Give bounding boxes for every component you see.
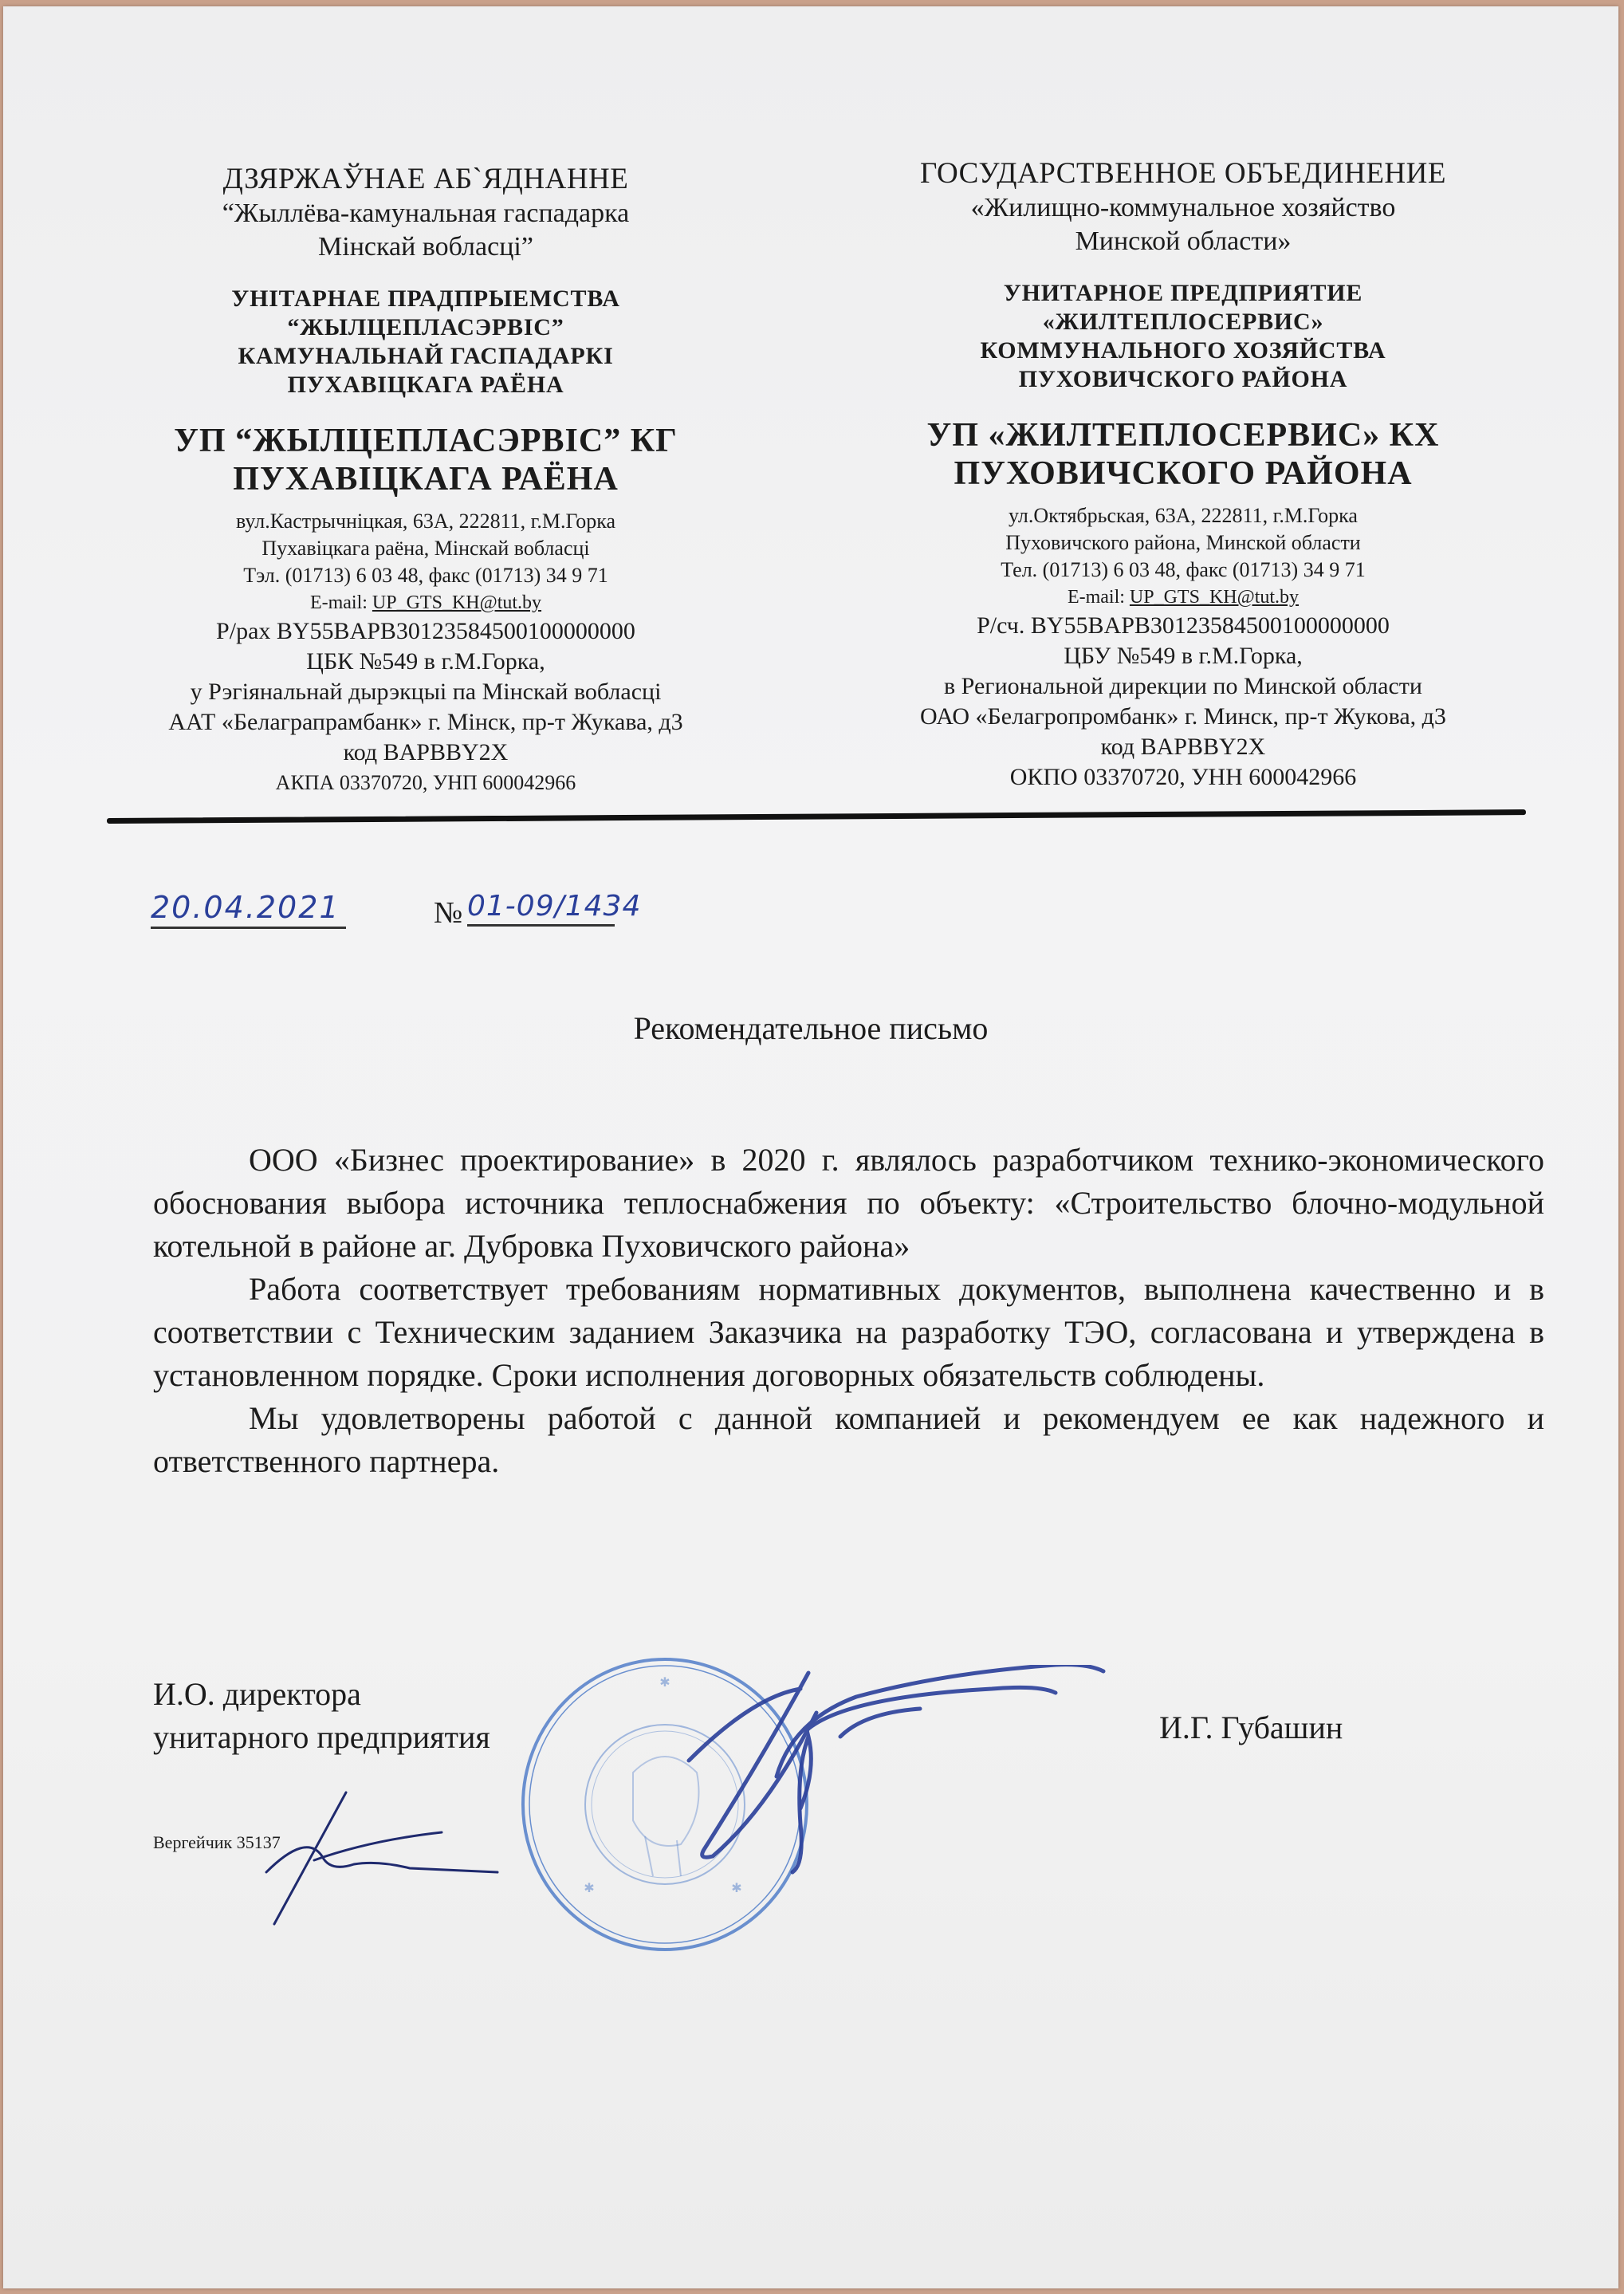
position-line: унитарного предприятия — [153, 1719, 490, 1755]
bank-details — [107, 616, 745, 798]
letterhead-belarusian — [107, 162, 745, 798]
email-link[interactable]: UP_GTS_KH@tut.by — [1129, 587, 1300, 608]
short-name-line: ПУХАВІЦКАГА РАЁНА — [233, 461, 619, 498]
svg-text:✱: ✱ — [584, 1880, 595, 1895]
address-block — [107, 508, 745, 616]
signature-scribble-icon — [657, 1665, 1167, 1880]
enterprise-name-line: КАМУНАЛЬНАЙ ГАСПАДАРКІ — [238, 343, 614, 369]
account-line: Р/рах BY55BAPB30123584500100000000 — [216, 618, 635, 644]
executor-note: Вергейчик 35137 — [153, 1832, 281, 1852]
short-name-line: УП “ЖЫЛЦЕПЛАСЭРВІС” КГ — [174, 423, 678, 459]
org-name-line: ГОСУДАРСТВЕННОЕ ОБЪЕДИНЕНИЕ — [920, 157, 1446, 190]
address-line: вул.Кастрычніцкая, 63А, 222811, г.М.Горка — [236, 510, 615, 533]
email-line — [107, 589, 745, 616]
phone-line: Тэл. (01713) 6 03 48, факс (01713) 34 9 71 — [243, 564, 608, 587]
email-label: E-mail: — [309, 592, 372, 613]
enterprise-name-line: ПУХАВІЦКАГА РАЁНА — [287, 372, 564, 398]
account-line: Р/сч. BY55BAPB30123584500100000000 — [977, 612, 1390, 639]
enterprise-name-line: УНИТАРНОЕ ПРЕДПРИЯТИЕ — [1003, 280, 1363, 306]
address-line: Пухавіцкага раёна, Мінскай вобласці — [261, 537, 590, 560]
short-name-line: ПУХОВИЧСКОГО РАЙОНА — [954, 455, 1413, 492]
letter-title: Рекомендательное письмо — [633, 1010, 989, 1046]
short-name-line: УП «ЖИЛТЕПЛОСЕРВИС» КХ — [926, 417, 1440, 454]
address-line: ул.Октябрьская, 63А, 222811, г.М.Горка — [1009, 504, 1358, 527]
svg-text:✱: ✱ — [659, 1674, 670, 1690]
email-line — [856, 584, 1510, 611]
signer-name: И.Г. Губашин — [1159, 1710, 1343, 1745]
svg-text:✱: ✱ — [731, 1880, 742, 1895]
org-name-line: Минской области» — [1075, 226, 1292, 256]
org-name-line: “Жыллёва-камунальная гаспадарка — [222, 199, 630, 228]
enterprise-name-line: ПУХОВИЧСКОГО РАЙОНА — [1018, 366, 1348, 392]
date-field: 20.04.2021 — [151, 890, 346, 929]
enterprise-name-line: “ЖЫЛЦЕПЛАСЭРВІС” — [287, 314, 564, 340]
outgoing-number: 01-09/1434 — [467, 890, 615, 927]
letterhead-divider — [107, 809, 1526, 824]
enterprise-name-line: УНІТАРНАЕ ПРАДПРЫЕМСТВА — [231, 285, 620, 312]
body-paragraph: ООО «Бизнес проектирование» в 2020 г. являлось разработчиком технико-экономического обоснования выбора источника теплоснабжения по объекту: «Строительство блочно-модульной котельной в районе аг. Дубровка Пуховичского района» — [153, 1142, 1544, 1264]
bank-code: код BAPBBY2X — [343, 739, 509, 765]
registry-codes: АКПА 03370720, УНП 600042966 — [275, 771, 576, 794]
bank-line: в Региональной дирекции по Минской области — [944, 673, 1422, 699]
email-label: E-mail: — [1067, 587, 1130, 608]
enterprise-name — [107, 285, 745, 399]
bank-line: ЦБК №549 в г.М.Горка, — [306, 648, 545, 675]
signer-position — [153, 1673, 490, 1759]
short-name — [856, 416, 1510, 493]
bank-line: ЦБУ №549 в г.М.Горка, — [1064, 643, 1303, 669]
org-name-line: Мінскай вобласці” — [318, 232, 533, 262]
letter-body — [153, 1139, 1544, 1483]
body-paragraph: Мы удовлетворены работой с данной компанией и рекомендуем ее как надежного и ответственного партнера. — [153, 1400, 1544, 1479]
position-line: И.О. директора — [153, 1676, 361, 1712]
executor-signature-icon — [258, 1784, 505, 1928]
short-name — [107, 422, 745, 498]
bank-details — [856, 611, 1510, 793]
registry-codes: ОКПО 03370720, УНН 600042966 — [1009, 764, 1357, 790]
enterprise-name-line: КОММУНАЛЬНОГО ХОЗЯЙСТВА — [980, 337, 1386, 364]
letter-page — [3, 6, 1618, 2288]
number-label: № — [434, 896, 463, 930]
bank-code: код BAPBBY2X — [1100, 734, 1266, 760]
address-line: Пуховичского района, Минской области — [1005, 531, 1361, 554]
enterprise-name-line: «ЖИЛТЕПЛОСЕРВИС» — [1042, 309, 1324, 335]
org-name-line: ДЗЯРЖАЎНАЕ АБ`ЯДНАННЕ — [222, 163, 629, 195]
bank-line: ОАО «Белагропромбанк» г. Минск, пр-т Жукова, д3 — [920, 703, 1446, 730]
address-block — [856, 502, 1510, 611]
org-name-line: «Жилищно-коммунальное хозяйство — [970, 193, 1396, 222]
bank-line: у Рэгіянальнай дырэкцыі па Мінскай вобласці — [190, 679, 662, 705]
bank-line: ААТ «Белаграпрамбанк» г. Мінск, пр-т Жукава, д3 — [168, 709, 683, 735]
enterprise-name — [856, 279, 1510, 394]
body-paragraph: Работа соответствует требованиям нормативных документов, выполнена качественно и в соответствии с Техническим заданием Заказчика на разработку ТЭО, согласована и утверждена в установленном порядке. Сроки исполнения договорных обязательств соблюдены. — [153, 1271, 1544, 1393]
email-link[interactable]: UP_GTS_KH@tut.by — [372, 592, 542, 613]
letterhead-russian — [856, 156, 1510, 793]
phone-line: Тел. (01713) 6 03 48, факс (01713) 34 9 71 — [1001, 558, 1366, 581]
